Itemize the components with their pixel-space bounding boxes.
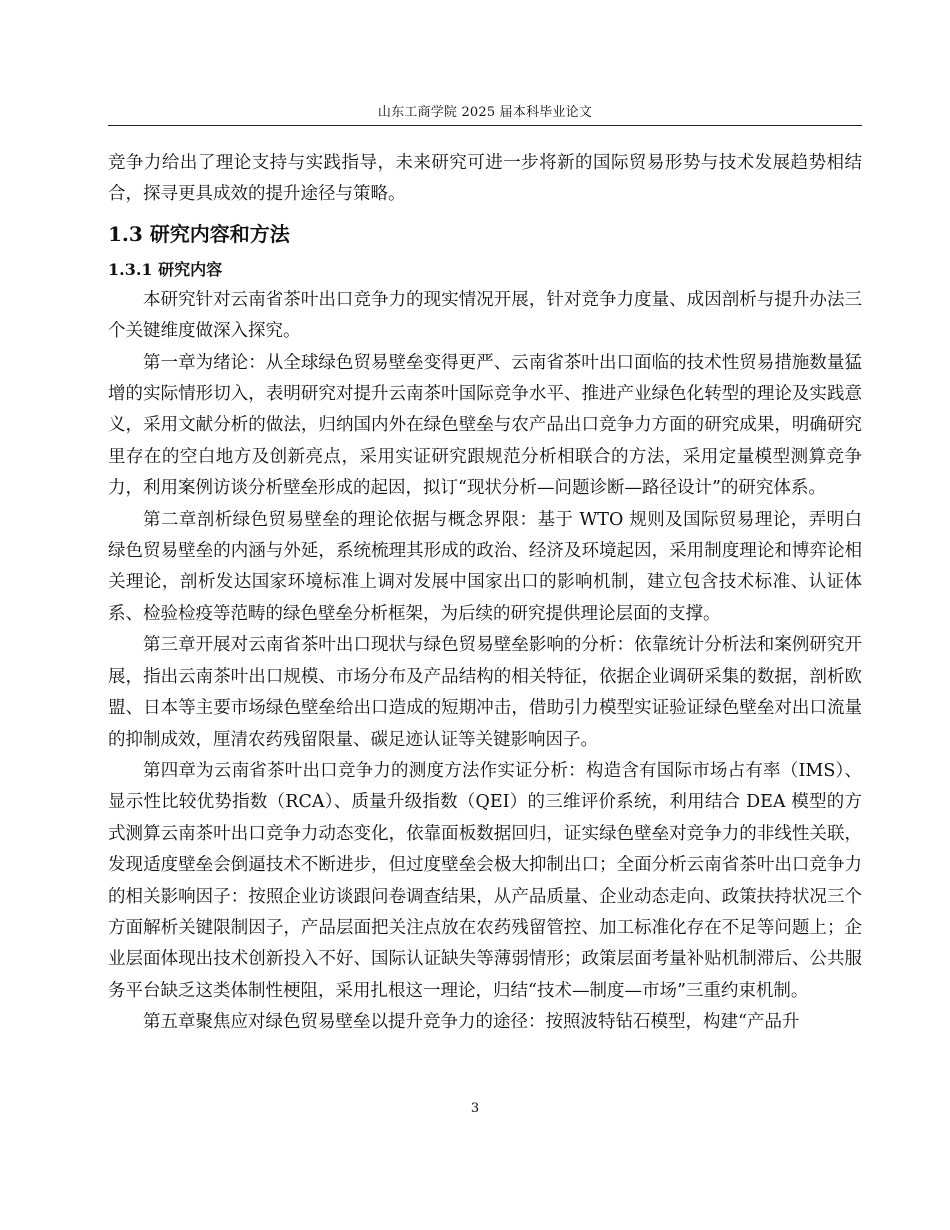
body-text <box>108 148 862 1039</box>
page-number: 3 <box>470 1101 480 1116</box>
paragraph-chapter-2: 第二章剖析绿色贸易壁垒的理论依据与概念界限：基于 WTO 规则及国际贸易理论，弄明白绿色贸易壁垒的内涵与外延，系统梳理其形成的政治、经济及环境起因，采用制度理论和博弈论相关理论，剖析发达国家环境标准上调对发展中国家出口的影响机制，建立包含技术标准、认证体系、检验检疫等范畴的绿色壁垒分析框架，为后续的研究提供理论层面的支撑。 <box>108 509 862 624</box>
running-header: 山东工商学院 2025 届本科毕业论文 <box>377 105 593 120</box>
paragraph-intro: 本研究针对云南省茶叶出口竞争力的现实情况开展，针对竞争力度量、成因剖析与提升办法三个关键维度做深入探究。 <box>108 289 862 342</box>
paragraph-chapter-3: 第三章开展对云南省茶叶出口现状与绿色贸易壁垒影响的分析：依靠统计分析法和案例研究开展，指出云南茶叶出口规模、市场分布及产品结构的相关特征，依据企业调研采集的数据，剖析欧盟、日本等主要市场绿色壁垒给出口造成的短期冲击，借助引力模型实证验证绿色壁垒对出口流量的抑制成效，厘清农药残留限量、碳足迹认证等关键影响因子。 <box>108 635 862 750</box>
section-heading: 1.3 研究内容和方法 <box>108 221 290 246</box>
header-divider <box>108 125 862 126</box>
continuation-paragraph: 竞争力给出了理论支持与实践指导，未来研究可进一步将新的国际贸易形势与技术发展趋势相结合，探寻更具成效的提升途径与策略。 <box>108 153 862 205</box>
paragraph-chapter-5: 第五章聚焦应对绿色贸易壁垒以提升竞争力的途径：按照波特钻石模型，构建“产品升 <box>143 1012 800 1033</box>
subsection-heading: 1.3.1 研究内容 <box>108 259 223 279</box>
paragraph-chapter-1: 第一章为绪论：从全球绿色贸易壁垒变得更严、云南省茶叶出口面临的技术性贸易措施数量猛增的实际情形切入，表明研究对提升云南茶叶国际竞争水平、推进产业绿色化转型的理论及实践意义，采用文献分析的做法，归纳国内外在绿色壁垒与农产品出口竞争力方面的研究成果，明确研究里存在的空白地方及创新亮点，采用实证研究跟规范分析相联合的方法，采用定量模型测算竞争力，利用案例访谈分析壁垒形成的起因，拟订“现状分析—问题诊断—路径设计”的研究体系。 <box>108 352 862 499</box>
paragraph-chapter-4: 第四章为云南省茶叶出口竞争力的测度方法作实证分析：构造含有国际市场占有率（IMS）、显示性比较优势指数（RCA）、质量升级指数（QEI）的三维评价系统，利用结合 DEA 模型的方式测算云南茶叶出口竞争力动态变化，依靠面板数据回归，证实绿色壁垒对竞争力的非线性关联，发现适度壁垒会倒逼技术不断进步，但过度壁垒会极大抑制出口；全面分析云南省茶叶出口竞争力的相关影响因子：按照企业访谈跟问卷调查结果，从产品质量、企业动态走向、政策扶持状况三个方面解析关键限制因子，产品层面把关注点放在农药残留管控、加工标准化存在不足等问题上；企业层面体现出技术创新投入不好、国际认证缺失等薄弱情形；政策层面考量补贴机制滞后、公共服务平台缺乏这类体制性梗阻，采用扎根这一理论，归结“技术—制度—市场”三重约束机制。 <box>108 760 862 1001</box>
